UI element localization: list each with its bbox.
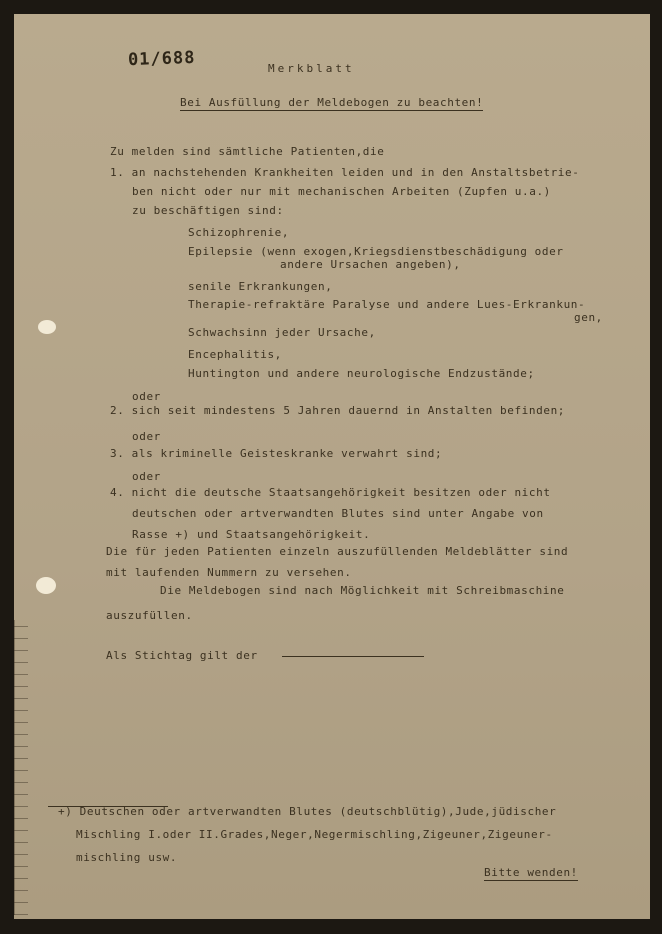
typewriter-note-line-1: Die Meldebogen sind nach Möglichkeit mit Schreibmaschine xyxy=(160,584,565,597)
or-separator-2: oder xyxy=(132,430,161,443)
document-subtitle: Bei Ausfüllung der Meldebogen zu beachten! xyxy=(180,96,484,109)
footnote-line-1: +) Deutschen oder artverwandten Blutes (deutschblütig),Jude,jüdischer xyxy=(58,805,557,818)
or-separator-3: oder xyxy=(132,470,161,483)
item-4-line-3: Rasse +) und Staatsangehörigkeit. xyxy=(132,528,371,541)
footnote-line-3: mischling usw. xyxy=(76,851,178,864)
item-4-line-2: deutschen oder artverwandten Blutes sind unter Angabe von xyxy=(132,507,544,520)
intro-line: Zu melden sind sämtliche Patienten,die xyxy=(110,145,385,158)
item-1-line-3: zu beschäftigen sind: xyxy=(132,204,284,217)
disease-huntington: Huntington und andere neurologische Endzustände; xyxy=(188,367,535,380)
disease-senile: senile Erkrankungen, xyxy=(188,280,333,293)
document-title: Merkblatt xyxy=(268,62,355,75)
numbering-note-line-2: mit laufenden Nummern zu versehen. xyxy=(106,566,352,579)
item-4-line-1: 4. nicht die deutsche Staatsangehörigkeit besitzen oder nicht xyxy=(110,486,551,499)
disease-schizophrenia: Schizophrenie, xyxy=(188,226,290,239)
disease-paralysis-line-2: gen, xyxy=(574,311,603,324)
disease-epilepsy-line-2: andere Ursachen angeben), xyxy=(280,258,461,271)
item-1-line-1: 1. an nachstehenden Krankheiten leiden und in den Anstaltsbetrie- xyxy=(110,166,580,179)
typewriter-note-line-2: auszufüllen. xyxy=(106,609,193,622)
numbering-note-line-1: Die für jeden Patienten einzeln auszufüllenden Meldeblätter sind xyxy=(106,545,569,558)
disease-encephalitis: Encephalitis, xyxy=(188,348,282,361)
deadline-blank-line xyxy=(282,656,424,657)
disease-epilepsy-line-1: Epilepsie (wenn exogen,Kriegsdienstbeschädigung oder xyxy=(188,245,564,258)
item-3: 3. als kriminelle Geisteskranke verwahrt sind; xyxy=(110,447,443,460)
item-2: 2. sich seit mindestens 5 Jahren dauernd in Anstalten befinden; xyxy=(110,404,566,417)
margin-grid-pattern xyxy=(14,620,28,915)
please-turn-over: Bitte wenden! xyxy=(484,866,578,879)
disease-paralysis-line-1: Therapie-refraktäre Paralyse und andere Lues-Erkrankun- xyxy=(188,298,586,311)
or-separator-1: oder xyxy=(132,390,161,403)
disease-feeblemindedness: Schwachsinn jeder Ursache, xyxy=(188,326,376,339)
punch-hole-bottom xyxy=(36,577,56,594)
item-1-line-2: ben nicht oder nur mit mechanischen Arbeiten (Zupfen u.a.) xyxy=(132,185,551,198)
document-number: 01/688 xyxy=(127,47,196,71)
deadline-label: Als Stichtag gilt der xyxy=(106,649,258,662)
footnote-line-2: Mischling I.oder II.Grades,Neger,Negermischling,Zigeuner,Zigeuner- xyxy=(76,828,553,841)
punch-hole-top xyxy=(38,320,56,334)
